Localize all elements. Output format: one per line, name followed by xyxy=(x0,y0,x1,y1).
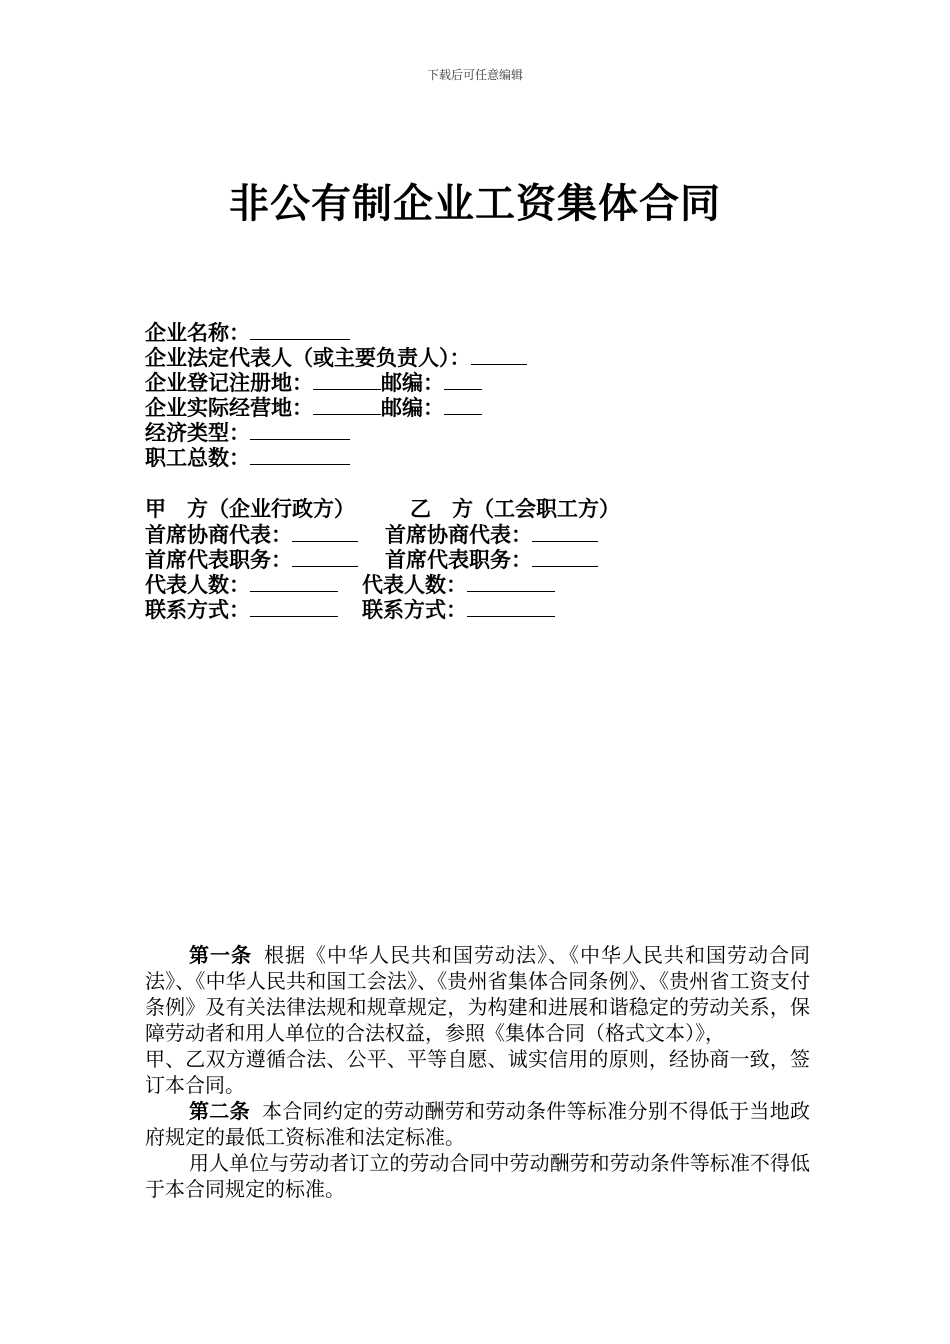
article-2-continued: 用人单位与劳动者订立的劳动合同中劳动酬劳和劳动条件等标准不得低于本合同规定的标准。 xyxy=(145,1151,810,1201)
party-b-chief-title-blank[interactable] xyxy=(532,547,598,567)
econ-type-label: 经济类型： xyxy=(145,421,250,445)
company-name-row xyxy=(145,320,527,345)
party-a-rep-count-blank[interactable] xyxy=(250,572,338,592)
op-address-blank[interactable] xyxy=(313,395,381,415)
op-postcode-blank[interactable] xyxy=(444,395,482,415)
header-note: 下载后可任意编辑 xyxy=(426,68,523,82)
party-b-label: 乙 方（工会职工方） xyxy=(410,497,620,521)
company-name-blank[interactable] xyxy=(250,320,350,340)
contract-body xyxy=(145,942,810,1202)
reg-postcode-blank[interactable] xyxy=(444,370,482,390)
party-b-rep-count-blank[interactable] xyxy=(467,572,555,592)
reg-address-label: 企业登记注册地： xyxy=(145,371,313,395)
econ-type-blank[interactable] xyxy=(250,420,350,440)
article-1-text: 根据《中华人民共和国劳动法》、《中华人民共和国劳动合同法》、《中华人民共和国工会法》、《贵州省集体合同条例》、《贵州省工资支付条例》及有关法律法规和规章规定，为构建和进展和谐稳定的劳动关系，保障劳动者和用人单位的合法权益，参照《集体合同（格式文本）》， xyxy=(145,943,810,1045)
article-1-continued: 甲、乙双方遵循合法、公平、平等自愿、诚实信用的原则，经协商一致，签订本合同。 xyxy=(145,1047,810,1097)
econ-type-row xyxy=(145,420,527,445)
article-2-label: 第二条 xyxy=(189,1099,250,1123)
legal-rep-blank[interactable] xyxy=(471,345,527,365)
op-postcode-label: 邮编： xyxy=(381,396,444,420)
document-title: 非公有制企业工资集体合同 xyxy=(229,181,721,227)
party-a-label: 甲 方（企业行政方） xyxy=(145,497,355,521)
party-a-chief-rep-blank[interactable] xyxy=(292,522,358,542)
legal-rep-row xyxy=(145,345,527,370)
party-a-chief-rep-label: 首席协商代表： xyxy=(145,523,292,547)
article-1-label: 第一条 xyxy=(189,943,252,967)
party-a-chief-title-label: 首席代表职务： xyxy=(145,548,292,572)
article-1 xyxy=(145,942,810,1046)
article-2-text: 本合同约定的劳动酬劳和劳动条件等标准分别不得低于当地政府规定的最低工资标准和法定标准。 xyxy=(145,1099,811,1149)
party-b-chief-rep-blank[interactable] xyxy=(532,522,598,542)
company-name-label: 企业名称： xyxy=(145,321,250,345)
party-b-chief-rep-label: 首席协商代表： xyxy=(385,523,532,547)
party-b-chief-title-label: 首席代表职务： xyxy=(385,548,532,572)
article-2 xyxy=(145,1098,810,1150)
party-b-contact-label: 联系方式： xyxy=(362,598,467,622)
staff-total-label: 职工总数： xyxy=(145,446,250,470)
party-a-contact-label: 联系方式： xyxy=(145,598,250,622)
op-address-label: 企业实际经营地： xyxy=(145,396,313,420)
reg-address-row xyxy=(145,370,527,395)
party-b-contact-blank[interactable] xyxy=(467,597,555,617)
party-a-rep-count-label: 代表人数： xyxy=(145,573,250,597)
legal-rep-label: 企业法定代表人（或主要负责人）： xyxy=(145,346,471,370)
op-address-row xyxy=(145,395,527,420)
staff-total-blank[interactable] xyxy=(250,445,350,465)
party-a-chief-title-blank[interactable] xyxy=(292,547,358,567)
party-a-contact-blank[interactable] xyxy=(250,597,338,617)
party-b-rep-count-label: 代表人数： xyxy=(362,573,467,597)
company-info xyxy=(145,320,527,470)
staff-total-row xyxy=(145,445,527,470)
reg-address-blank[interactable] xyxy=(313,370,381,390)
reg-postcode-label: 邮编： xyxy=(381,371,444,395)
